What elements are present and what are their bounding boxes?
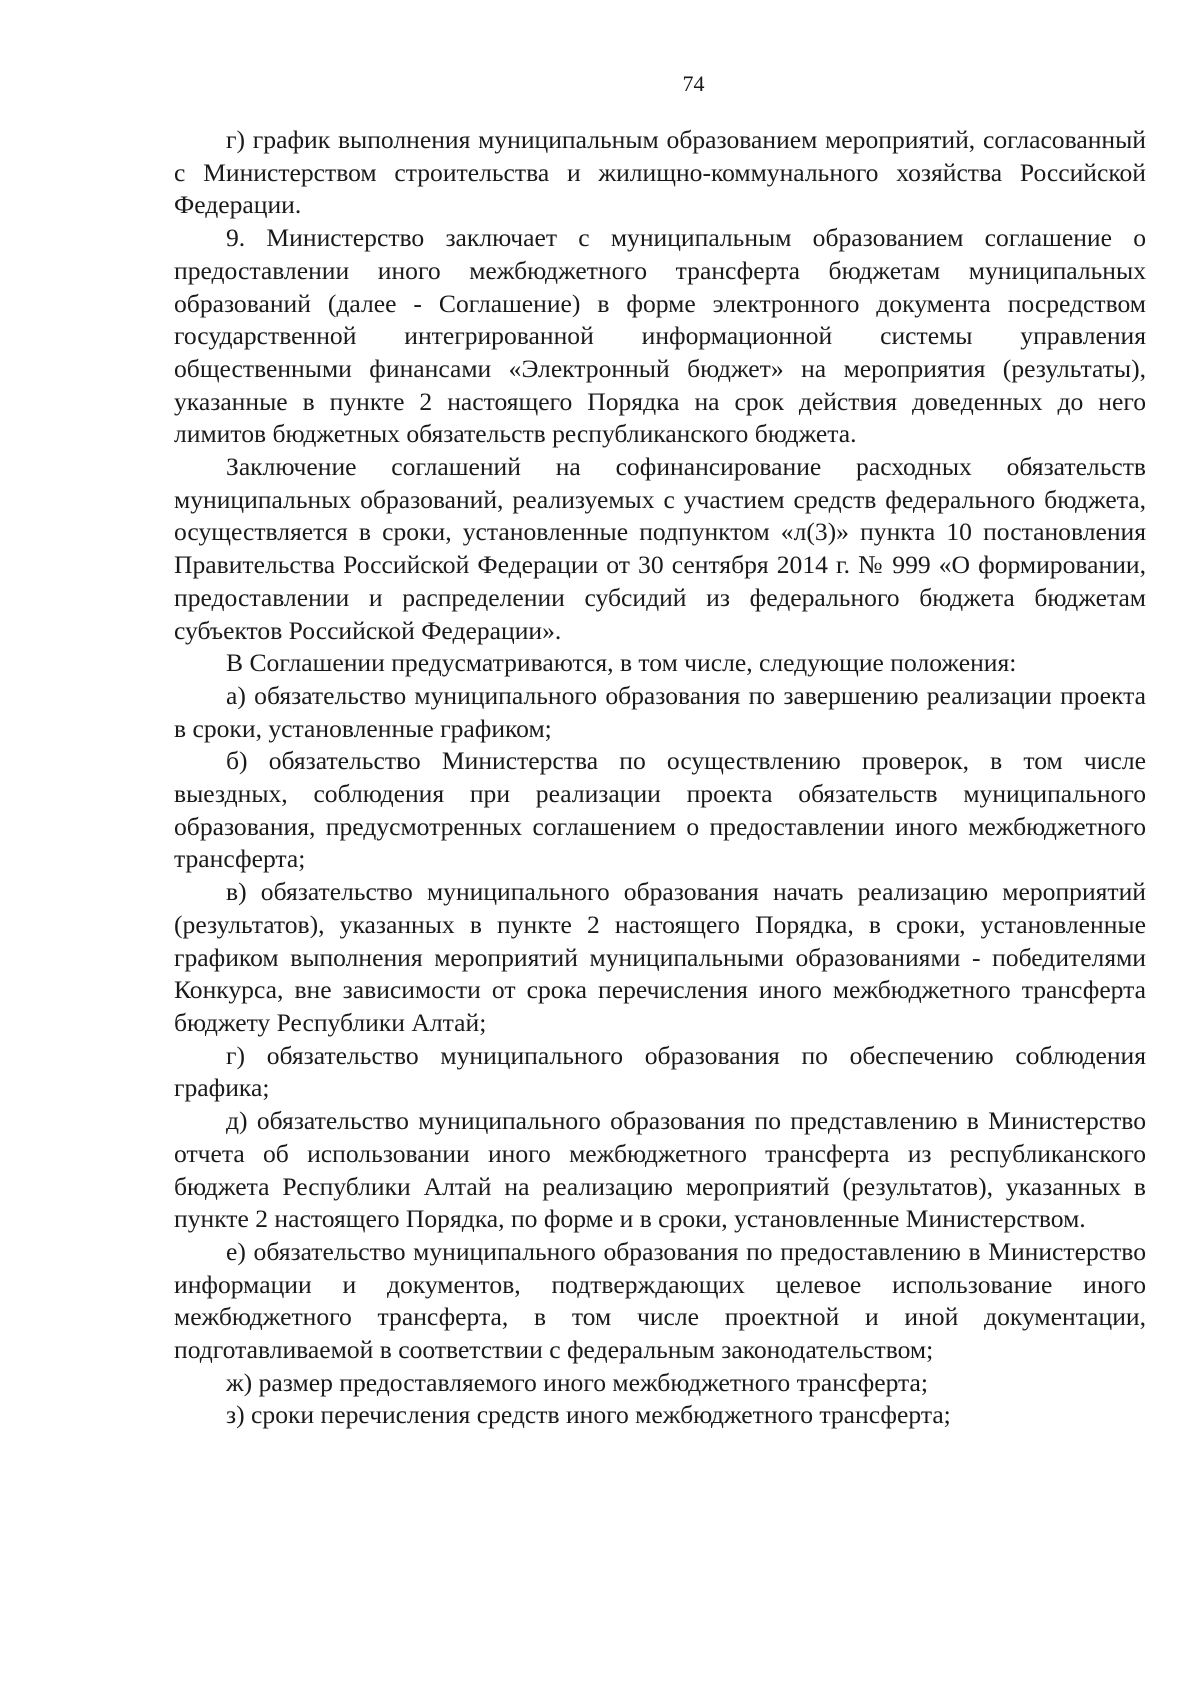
paragraph-item-v: в) обязательство муниципального образования начать реализацию мероприятий (результатов), указанных в пункте 2 настоящего Порядка, в сроки, установленные графиком выполнения мероприятий муниципальными образованиями - победителями Конкурса, вне зависимости от срока перечисления иного межбюджетного трансферта бюджету Республики Алтай; <box>174 877 1146 1037</box>
paragraph-item-z: з) сроки перечисления средств иного межбюджетного трансферта; <box>226 1400 951 1430</box>
paragraph-cofinancing: Заключение соглашений на софинансирование расходных обязательств муниципальных образований, реализуемых с участием средств федерального бюджета, осуществляется в сроки, установленные подпунктом «л(3)» пункта 10 постановления Правительства Российской Федерации от 30 сентября 2014 г. № 999 «О формировании, предоставлении и распределении субсидий из федерального бюджета бюджетам субъектов Российской Федерации». <box>174 452 1146 645</box>
paragraph-item-a: а) обязательство муниципального образования по завершению реализации проекта в сроки, установленные графиком; <box>174 680 1146 743</box>
paragraph-item-e: е) обязательство муниципального образования по предоставлению в Министерство информации и документов, подтверждающих целевое использование иного межбюджетного трансферта, в том числе проектной и иной документации, подготавливаемой в соответствии с федеральным законодательством; <box>174 1236 1146 1365</box>
paragraph-9-agreement: 9. Министерство заключает с муниципальным образованием соглашение о предоставлении иного межбюджетного трансферта бюджетам муниципальных образований (далее - Соглашение) в форме электронного документа посредством государственной интегрированной информационной системы управления общественными финансами «Электронный бюджет» на мероприятия (результаты), указанные в пункте 2 настоящего Порядка на срок действия доведенных до него лимитов бюджетных обязательств республиканского бюджета. <box>174 223 1146 449</box>
paragraph-item-zh: ж) размер предоставляемого иного межбюджетного трансферта; <box>226 1367 928 1397</box>
paragraph-item-d: д) обязательство муниципального образования по представлению в Министерство отчета об использовании иного межбюджетного трансферта из республиканского бюджета Республики Алтай на реализацию мероприятий (результатов), указанных в пункте 2 настоящего Порядка, по форме и в сроки, установленные Министерством. <box>174 1106 1146 1234</box>
paragraph-item-g-schedule: г) график выполнения муниципальным образованием мероприятий, согласованный с Министерством строительства и жилищно-коммунального хозяйства Российской Федерации. <box>174 125 1146 220</box>
paragraph-item-b: б) обязательство Министерства по осуществлению проверок, в том числе выездных, соблюдения при реализации проекта обязательств муниципального образования, предусмотренных соглашением о предоставлении иного межбюджетного трансферта; <box>174 746 1146 874</box>
paragraph-item-g: г) обязательство муниципального образования по обеспечению соблюдения графика; <box>174 1040 1146 1103</box>
paragraph-provisions-intro: В Соглашении предусматриваются, в том числе, следующие положения: <box>226 648 1017 678</box>
document-body <box>174 124 1146 1432</box>
page-number: 74 <box>682 71 705 96</box>
